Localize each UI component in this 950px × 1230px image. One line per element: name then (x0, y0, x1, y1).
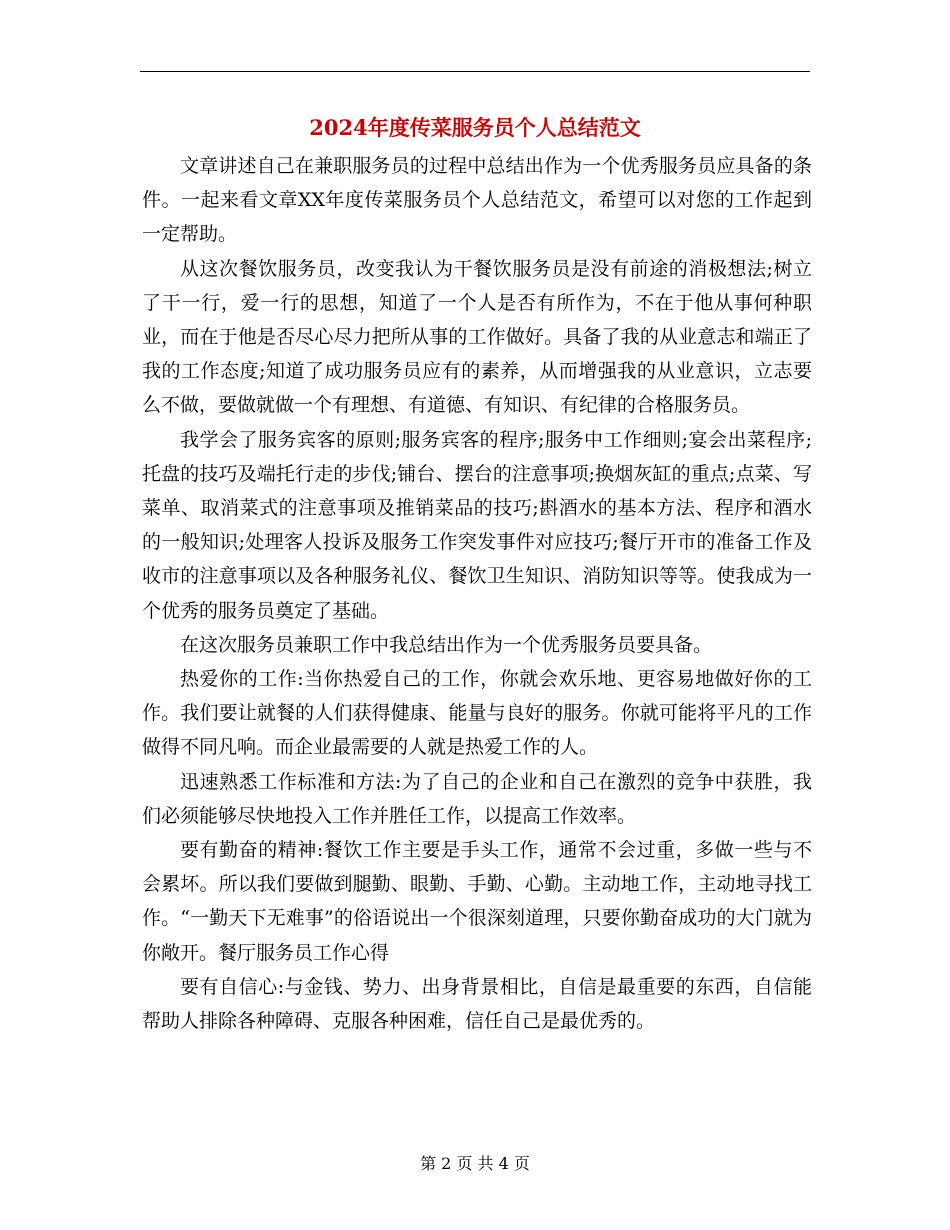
paragraph-diligence: 要有勤奋的精神:餐饮工作主要是手头工作，通常不会过重，多做一些与不会累坏。所以我们要做到腿勤、眼勤、手勤、心勤。主动地工作，主动地寻找工作。“一勤天下无难事”的俗语说出一个很深刻道理，只要你勤奋成功的大门就为你敞开。餐厅服务员工作心得 (142, 839, 812, 964)
paragraph-summary-lead: 在这次服务员兼职工作中我总结出作为一个优秀服务员要具备。 (180, 633, 713, 656)
paragraph-learn-standards: 迅速熟悉工作标准和方法:为了自己的企业和自己在激烈的竞争中获胜，我们必须能够尽快地投入工作并胜任工作，以提高工作效率。 (142, 770, 812, 827)
paragraph-skills: 我学会了服务宾客的原则;服务宾客的程序;服务中工作细则;宴会出菜程序;托盘的技巧及端托行走的步伐;铺台、摆台的注意事项;换烟灰缸的重点;点菜、写菜单、取消菜式的注意事项及推销菜品的技巧;斟酒水的基本方法、程序和酒水的一般知识;处理客人投诉及服务工作突发事件对应技巧;餐厅开市的准备工作及收市的注意事项以及各种服务礼仪、餐饮卫生知识、消防知识等等。使我成为一个优秀的服务员奠定了基础。 (142, 428, 812, 622)
paragraph-mindset: 从这次餐饮服务员，改变我认为干餐饮服务员是没有前途的消极想法;树立了干一行，爱一行的思想，知道了一个人是否有所作为，不在于他从事何种职业，而在于他是否尽心尽力把所从事的工作做好。具备了我的从业意志和端正了我的工作态度;知道了成功服务员应有的素养，从而增强我的从业意识，立志要么不做，要做就做一个有理想、有道德、有知识、有纪律的合格服务员。 (142, 257, 812, 417)
paragraph-love-work: 热爱你的工作:当你热爱自己的工作，你就会欢乐地、更容易地做好你的工作。我们要让就餐的人们获得健康、能量与良好的服务。你就可能将平凡的工作做得不同凡响。而企业最需要的人就是热爱工作的人。 (142, 668, 812, 759)
paragraph-confidence: 要有自信心:与金钱、势力、出身背景相比，自信是最重要的东西，自信能帮助人排除各种障碍、克服各种困难，信任自己是最优秀的。 (142, 975, 812, 1033)
document-body (142, 149, 812, 1038)
header-rule (140, 71, 810, 72)
document-title: 2024年度传菜服务员个人总结范文 (309, 115, 641, 140)
paragraph-intro: 文章讲述自己在兼职服务员的过程中总结出作为一个优秀服务员应具备的条件。一起来看文章XX年度传菜服务员个人总结范文，希望可以对您的工作起到一定帮助。 (142, 155, 812, 246)
page-number: 第 2 页 共 4 页 (420, 1154, 530, 1173)
